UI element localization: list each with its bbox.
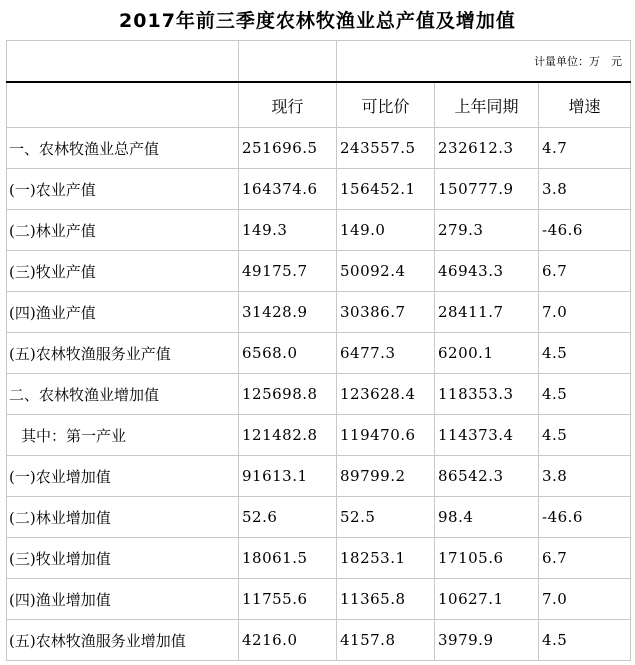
table-row [7,333,631,374]
growth-rate-cell: 3.8 [539,456,631,497]
prior-year-cell: 98.4 [435,497,539,538]
table-row [7,210,631,251]
unit-spacer-cell [239,41,337,83]
header-cell-current: 现行 [239,82,337,128]
prior-year-cell: 150777.9 [435,169,539,210]
comparable-price-cell: 156452.1 [337,169,435,210]
row-label-cell: (五)农林牧渔服务业增加值 [7,620,239,661]
comparable-price-cell: 149.0 [337,210,435,251]
row-label-cell: (三)牧业产值 [7,251,239,292]
row-label-cell: 其中：第一产业 [7,415,239,456]
prior-year-cell: 232612.3 [435,128,539,169]
growth-rate-cell: 6.7 [539,538,631,579]
table-row [7,415,631,456]
current-price-cell: 31428.9 [239,292,337,333]
growth-rate-cell: 7.0 [539,292,631,333]
table-row [7,374,631,415]
comparable-price-cell: 243557.5 [337,128,435,169]
growth-rate-cell: 4.5 [539,620,631,661]
current-price-cell: 251696.5 [239,128,337,169]
growth-rate-cell: 4.7 [539,128,631,169]
comparable-price-cell: 11365.8 [337,579,435,620]
comparable-price-cell: 50092.4 [337,251,435,292]
table-row [7,456,631,497]
table-row [7,579,631,620]
row-label-cell: (四)渔业增加值 [7,579,239,620]
header-cell-prior-year: 上年同期 [435,82,539,128]
table-row [7,128,631,169]
table-row [7,251,631,292]
current-price-cell: 125698.8 [239,374,337,415]
prior-year-cell: 17105.6 [435,538,539,579]
prior-year-cell: 46943.3 [435,251,539,292]
comparable-price-cell: 4157.8 [337,620,435,661]
header-cell-label [7,82,239,128]
current-price-cell: 18061.5 [239,538,337,579]
current-price-cell: 6568.0 [239,333,337,374]
table-row [7,169,631,210]
growth-rate-cell: 3.8 [539,169,631,210]
comparable-price-cell: 30386.7 [337,292,435,333]
comparable-price-cell: 6477.3 [337,333,435,374]
row-label-cell: (四)渔业产值 [7,292,239,333]
current-price-cell: 52.6 [239,497,337,538]
growth-rate-cell: 4.5 [539,374,631,415]
row-label-cell: (一)农业产值 [7,169,239,210]
comparable-price-cell: 18253.1 [337,538,435,579]
prior-year-cell: 118353.3 [435,374,539,415]
comparable-price-cell: 52.5 [337,497,435,538]
unit-spacer-cell [7,41,239,83]
current-price-cell: 164374.6 [239,169,337,210]
growth-rate-cell: -46.6 [539,210,631,251]
current-price-cell: 11755.6 [239,579,337,620]
prior-year-cell: 10627.1 [435,579,539,620]
unit-row [7,41,631,83]
row-label-cell: 二、农林牧渔业增加值 [7,374,239,415]
current-price-cell: 149.3 [239,210,337,251]
table-row [7,497,631,538]
row-label-cell: (五)农林牧渔服务业产值 [7,333,239,374]
prior-year-cell: 28411.7 [435,292,539,333]
prior-year-cell: 6200.1 [435,333,539,374]
header-row [7,82,631,128]
current-price-cell: 121482.8 [239,415,337,456]
current-price-cell: 91613.1 [239,456,337,497]
growth-rate-cell: 4.5 [539,415,631,456]
table-row [7,620,631,661]
unit-label: 计量单位：万 元 [337,41,631,83]
output-table [6,40,631,661]
current-price-cell: 49175.7 [239,251,337,292]
row-label-cell: 一、农林牧渔业总产值 [7,128,239,169]
header-cell-comparable: 可比价 [337,82,435,128]
table-title: 2017年前三季度农林牧渔业总产值及增加值 [119,10,516,32]
growth-rate-cell: 4.5 [539,333,631,374]
prior-year-cell: 3979.9 [435,620,539,661]
comparable-price-cell: 123628.4 [337,374,435,415]
growth-rate-cell: -46.6 [539,497,631,538]
current-price-cell: 4216.0 [239,620,337,661]
growth-rate-cell: 7.0 [539,579,631,620]
growth-rate-cell: 6.7 [539,251,631,292]
header-cell-growth: 增速 [539,82,631,128]
prior-year-cell: 279.3 [435,210,539,251]
row-label-cell: (三)牧业增加值 [7,538,239,579]
comparable-price-cell: 89799.2 [337,456,435,497]
prior-year-cell: 114373.4 [435,415,539,456]
row-label-cell: (一)农业增加值 [7,456,239,497]
prior-year-cell: 86542.3 [435,456,539,497]
comparable-price-cell: 119470.6 [337,415,435,456]
row-label-cell: (二)林业增加值 [7,497,239,538]
row-label-cell: (二)林业产值 [7,210,239,251]
table-row [7,538,631,579]
table-row [7,292,631,333]
